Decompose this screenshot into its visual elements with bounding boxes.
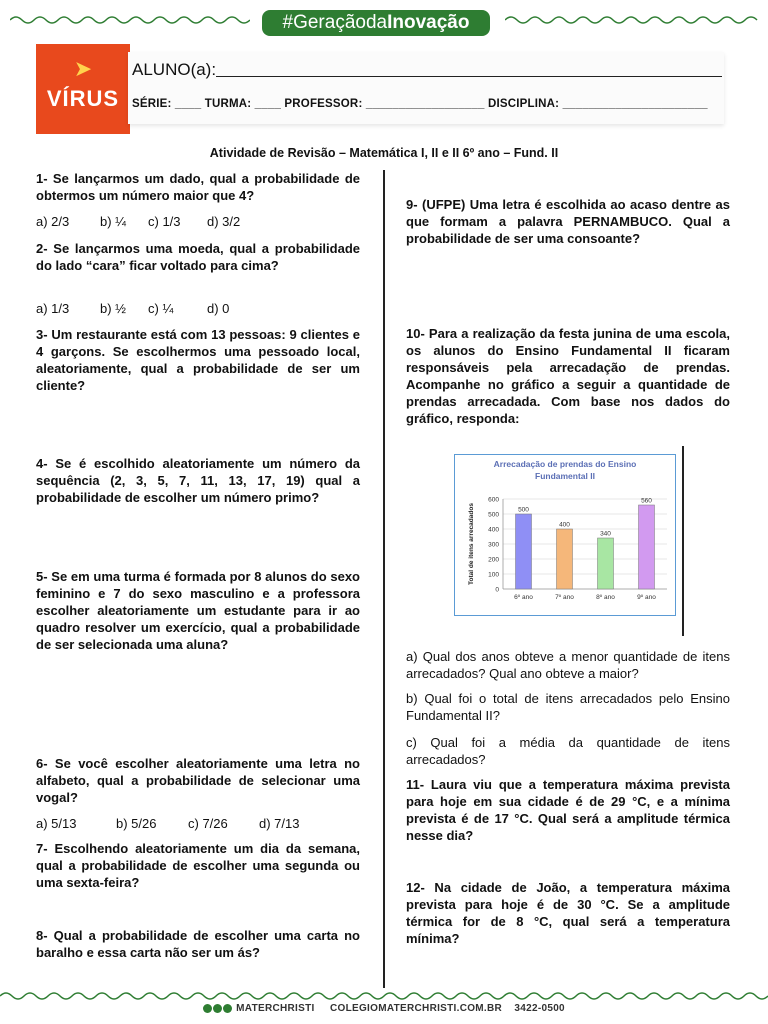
footer-site: COLEGIOMATERCHRISTI.COM.BR bbox=[330, 1003, 503, 1014]
data-label: 500 bbox=[518, 506, 529, 514]
chart-frame bbox=[454, 454, 676, 616]
option: c) ¼ bbox=[148, 301, 174, 316]
logo-name: VÍRUS bbox=[46, 86, 120, 111]
option: a) 5/13 bbox=[36, 816, 77, 831]
virus-logo bbox=[36, 44, 130, 134]
footer-phone: 3422-0500 bbox=[514, 1003, 565, 1014]
option: c) 1/3 bbox=[148, 214, 181, 229]
question-11: 11- Laura viu que a temperatura máxima prevista para hoje em sua cidade é de 29 °C, e a mínima prevista é de 17 °C. Qual será a amplitude térmica nesse dia? bbox=[406, 777, 730, 843]
option: b) ¼ bbox=[100, 214, 127, 229]
y-tick-label: 200 bbox=[488, 556, 499, 564]
option: d) 3/2 bbox=[207, 214, 241, 229]
page-title: Atividade de Revisão – Matemática I, II e II 6º ano – Fund. II bbox=[209, 146, 559, 160]
question-3: 3- Um restaurante está com 13 pessoas: 9 clientes e 4 garçons. Se escolhermos uma pessoado local, aleatoriamente, qual a probabilidade de ser um cliente? bbox=[36, 327, 360, 393]
question-2: 2- Se lançarmos uma moeda, qual a probabilidade do lado “cara” ficar voltado para cima? bbox=[36, 241, 360, 273]
logo-arrow-icon: ➤ bbox=[73, 56, 93, 81]
question-1: 1- Se lançarmos um dado, qual a probabilidade de obtermos um número maior que 4? bbox=[36, 171, 360, 203]
instagram-icon bbox=[213, 1004, 222, 1013]
data-label: 560 bbox=[641, 497, 652, 505]
y-tick-label: 400 bbox=[488, 526, 499, 534]
option: a) 1/3 bbox=[36, 301, 70, 316]
bottom-wave bbox=[0, 990, 768, 1002]
data-label: 400 bbox=[559, 521, 570, 529]
column-divider bbox=[383, 170, 385, 988]
y-tick-label: 500 bbox=[488, 511, 499, 519]
banner-bold: Inovação bbox=[387, 12, 470, 33]
x-tick-label: 6º ano bbox=[514, 594, 533, 601]
question-4: 4- Se é escolhido aleatoriamente um número da sequência (2, 3, 5, 7, 11, 13, 17, 19) qual a probabilidade de escolher um número primo? bbox=[36, 456, 360, 505]
chart-side-line bbox=[682, 446, 684, 636]
question-1-options bbox=[36, 213, 240, 230]
y-tick-label: 300 bbox=[488, 541, 499, 549]
top-wave-right bbox=[505, 14, 760, 26]
bar bbox=[557, 529, 573, 589]
y-axis-label: Total de itens arrecadados bbox=[468, 503, 475, 585]
top-wave-left bbox=[10, 14, 250, 26]
question-10: 10- Para a realização da festa junina de uma escola, os alunos do Ensino Fundamental II ficaram responsáveis pela arrecadação de prendas. Acompanhe no gráfico a seguir a quantidade de prendas arrecadada. Com base nos dados do gráfico, responda: bbox=[406, 326, 730, 426]
question-10c: c) Qual foi a média da quantidade de itens arrecadados? bbox=[406, 735, 730, 767]
question-12: 12- Na cidade de João, a temperatura máxima prevista para hoje é de 30 °C. Se a amplitude térmica for de 8 °C, qual será a temperatura mínima? bbox=[406, 880, 730, 946]
footer-social: MATERCHRISTI bbox=[236, 1003, 315, 1014]
chart-title: Fundamental II bbox=[535, 471, 595, 481]
student-label: ALUNO(a): bbox=[132, 60, 217, 79]
footer bbox=[0, 1003, 768, 1014]
chart-svg bbox=[455, 455, 674, 614]
question-8: 8- Qual a probabilidade de escolher uma carta no baralho e essa carta não ser um ás? bbox=[36, 928, 360, 960]
y-tick-label: 600 bbox=[488, 496, 499, 504]
student-name-line bbox=[216, 76, 722, 77]
question-9: 9- (UFPE) Uma letra é escolhida ao acaso dentre as que formam a palavra PERNAMBUCO. Qual a probabilidade de ser uma consoante? bbox=[406, 197, 730, 246]
question-5: 5- Se em uma turma é formada por 8 alunos do sexo feminino e 7 do sexo masculino e a professora escolher aleatoriamente um estudante para ir ao quadro resolver um exercício, qual a probabilidade de ser selecionada uma aluna? bbox=[36, 569, 360, 652]
x-tick-label: 8º ano bbox=[596, 594, 615, 601]
data-label: 340 bbox=[600, 530, 611, 538]
chart-title: Arrecadação de prendas do Ensino bbox=[493, 459, 637, 469]
question-7: 7- Escolhendo aleatoriamente um dia da semana, qual a probabilidade de escolher uma segunda ou uma sexta-feira? bbox=[36, 841, 360, 890]
y-tick-label: 100 bbox=[488, 571, 499, 579]
option: d) 7/13 bbox=[259, 816, 300, 831]
option: a) 2/3 bbox=[36, 214, 70, 229]
question-10b: b) Qual foi o total de itens arrecadados pelo Ensino Fundamental II? bbox=[406, 691, 730, 723]
facebook-icon bbox=[203, 1004, 212, 1013]
question-6: 6- Se você escolher aleatoriamente uma letra no alfabeto, qual a probabilidade de selecionar uma vogal? bbox=[36, 756, 360, 805]
banner-prefix: #Geraçãoda bbox=[282, 12, 388, 33]
question-6-options bbox=[36, 815, 299, 832]
header-fields-row: SÉRIE: ____ TURMA: ____ PROFESSOR: __________________ DISCIPLINA: ______________________ bbox=[132, 98, 708, 110]
student-header bbox=[128, 52, 724, 124]
question-10a: a) Qual dos anos obteve a menor quantidade de itens arrecadados? Qual ano obteve a maior? bbox=[406, 649, 730, 681]
option: b) ½ bbox=[100, 301, 127, 316]
y-tick-label: 0 bbox=[495, 586, 499, 594]
bar bbox=[639, 505, 655, 589]
x-tick-label: 9º ano bbox=[637, 594, 656, 601]
option: c) 7/26 bbox=[188, 816, 228, 831]
bar bbox=[516, 514, 532, 589]
option: d) 0 bbox=[207, 301, 230, 316]
question-2-options bbox=[36, 300, 229, 317]
generation-banner bbox=[262, 10, 490, 36]
youtube-icon bbox=[223, 1004, 232, 1013]
bar bbox=[598, 538, 614, 589]
x-tick-label: 7º ano bbox=[555, 594, 574, 601]
option: b) 5/26 bbox=[116, 816, 157, 831]
prendas-chart bbox=[442, 446, 684, 636]
